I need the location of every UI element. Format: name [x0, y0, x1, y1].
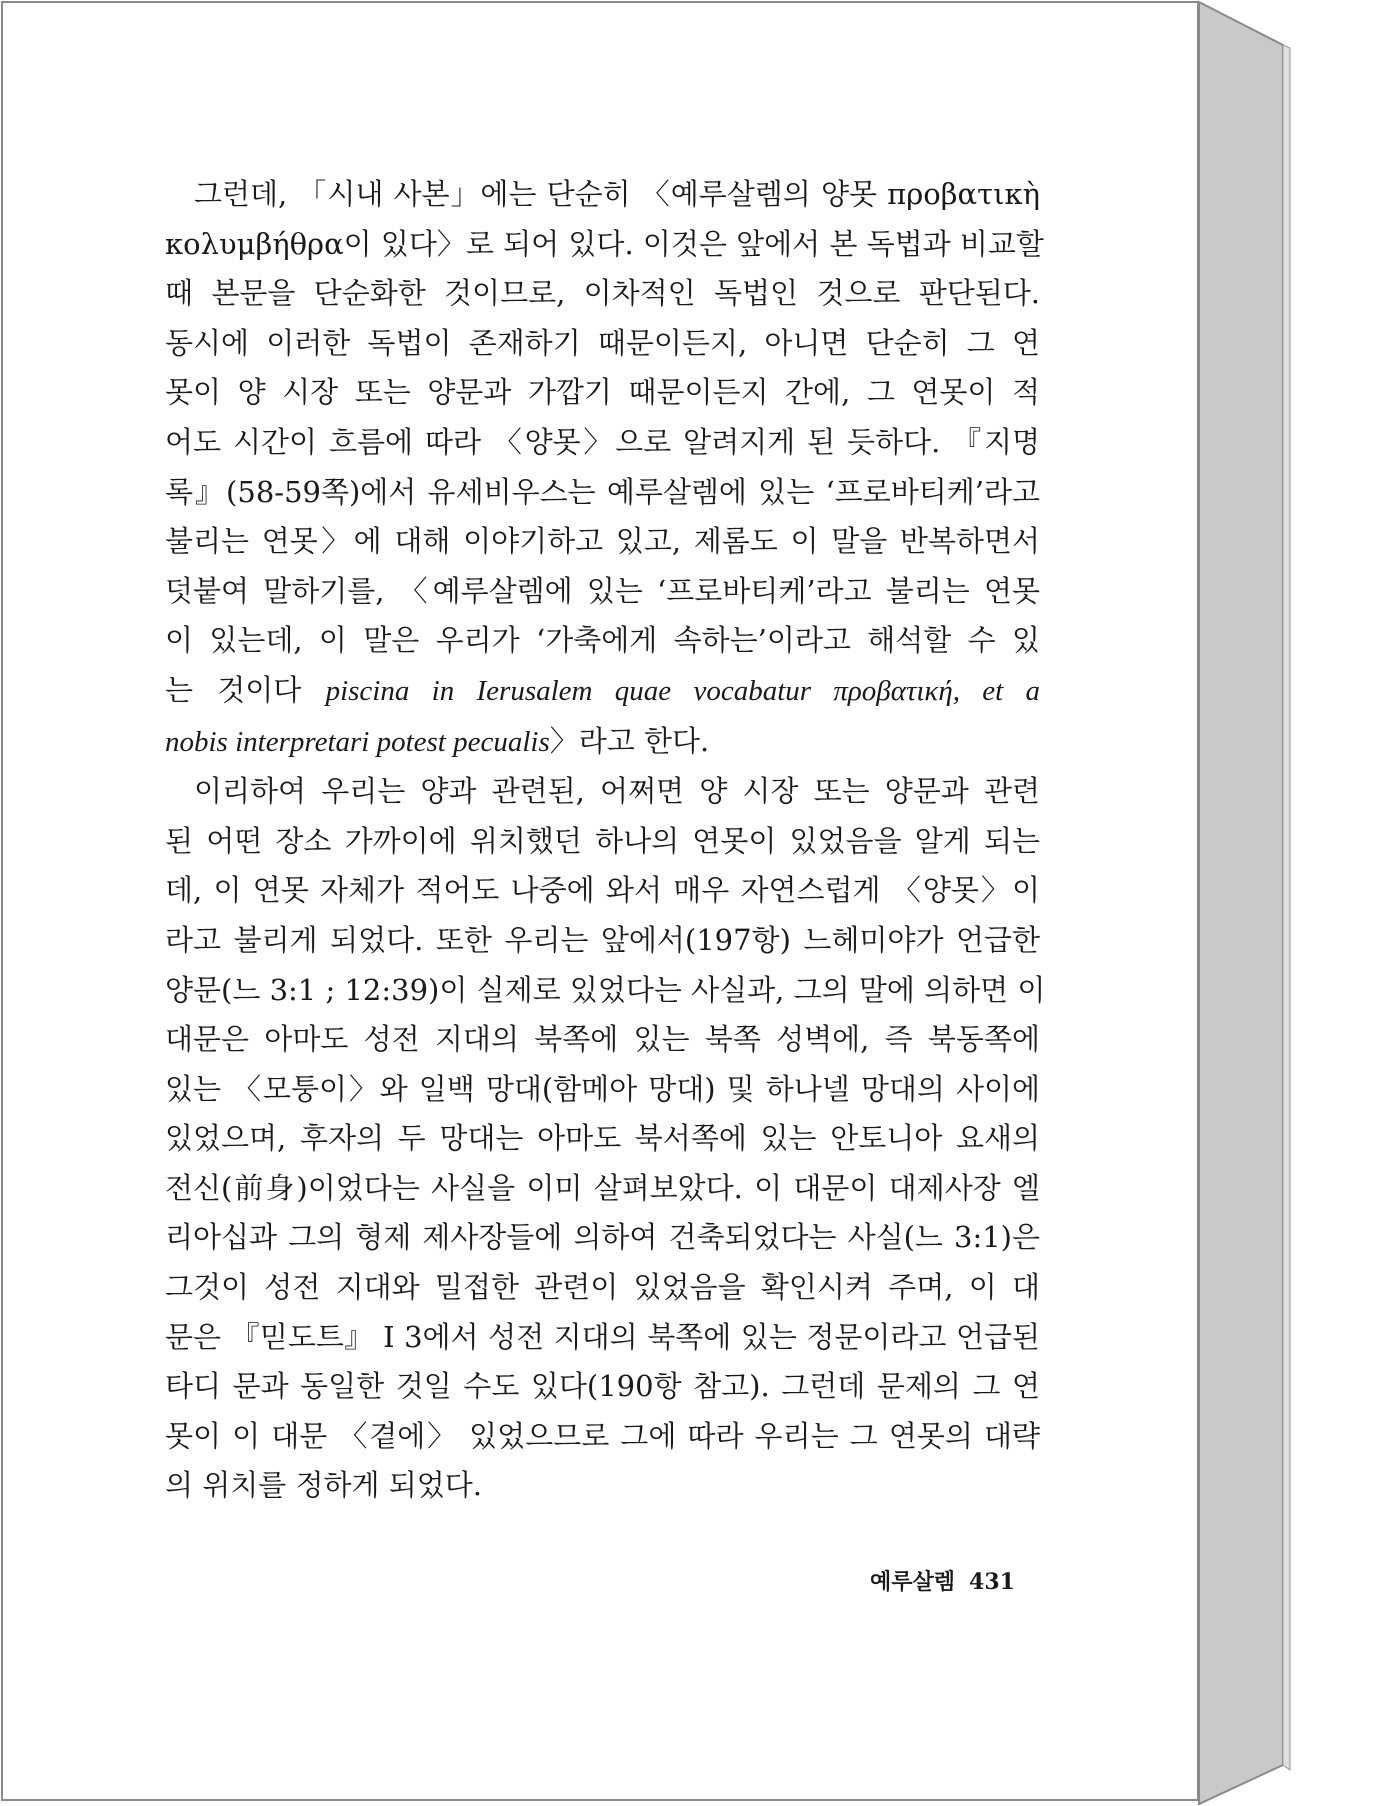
body-text — [165, 170, 1046, 1511]
text-line: 그것이 성전 지대와 밀접한 관련이 있었음을 확인시켜 주며, 이 대 — [165, 1270, 1040, 1305]
text-line: 리아십과 그의 형제 제사장들에 의하여 건축되었다는 사실(느 3:1)은 — [165, 1220, 1040, 1255]
running-head: 예루살렘 — [870, 1569, 956, 1595]
page-footer — [870, 1565, 1015, 1596]
text-line: 전신(前身)이었다는 사실을 이미 살펴보았다. 이 대문이 대제사장 엘 — [165, 1170, 1040, 1205]
text-line: 대문은 아마도 성전 지대의 북쪽에 있는 북쪽 성벽에, 즉 북동쪽에 — [165, 1022, 1040, 1057]
text-line: 어도 시간이 흐름에 따라 〈양못〉으로 알려지게 된 듯하다. 『지명 — [165, 424, 1040, 459]
paragraph-1 — [165, 170, 1044, 767]
text-line: 의 위치를 정하게 되었다. — [165, 1468, 483, 1503]
text-line: 있는 〈모퉁이〉와 일백 망대(함메아 망대) 및 하나넬 망대의 사이에 — [165, 1071, 1040, 1106]
text-line: 동시에 이러한 독법이 존재하기 때문이든지, 아니면 단순히 그 연 — [165, 325, 1040, 360]
text-line: nobis interpretari potest pecualis〉라고 한다. — [165, 723, 710, 758]
text-line: 록』(58-59쪽)에서 유세비우스는 예루살렘에 있는 ‘프로바티케’라고 — [165, 474, 1040, 509]
text-line: 타디 문과 동일한 것일 수도 있다(190항 참고). 그런데 문제의 그 연 — [165, 1369, 1040, 1404]
paragraph-2 — [165, 767, 1046, 1511]
text-line: 못이 양 시장 또는 양문과 가깝기 때문이든지 간에, 그 연못이 적 — [165, 375, 1040, 410]
page-number: 431 — [969, 1569, 1015, 1595]
text-line: 양문(느 3:1 ; 12:39)이 실제로 있었다는 사실과, 그의 말에 의하면 이 — [165, 972, 1046, 1007]
text-line: 는 것이다 piscina in Ierusalem quae vocabatur προβατική, et a — [165, 672, 1040, 707]
text-line: 된 어떤 장소 가까이에 위치했던 하나의 연못이 있었음을 알게 되는 — [165, 823, 1040, 858]
text-line: 이 있는데, 이 말은 우리가 ‘가축에게 속하는’이라고 해석할 수 있 — [165, 623, 1040, 658]
text-line: 이리하여 우리는 양과 관련된, 어쩌면 양 시장 또는 양문과 관련 — [194, 774, 1040, 809]
text-line: 라고 불리게 되었다. 또한 우리는 앞에서(197항) 느헤미야가 언급한 — [165, 922, 1040, 957]
text-line: 데, 이 연못 자체가 적어도 나중에 와서 매우 자연스럽게 〈양못〉이 — [165, 873, 1040, 908]
text-line: 문은 『믿도트』 I 3에서 성전 지대의 북쪽에 있는 정문이라고 언급된 — [165, 1319, 1040, 1354]
text-line: 있었으며, 후자의 두 망대는 아마도 북서쪽에 있는 안토니아 요새의 — [165, 1121, 1040, 1156]
text-line: 불리는 연못〉에 대해 이야기하고 있고, 제롬도 이 말을 반복하면서 — [165, 524, 1040, 559]
text-line: 그런데, 「시내 사본」에는 단순히 〈예루살렘의 양못 προβατικὴ — [194, 177, 1040, 211]
text-line: κολυμβήθρα이 있다〉로 되어 있다. 이것은 앞에서 본 독법과 비교할 — [165, 226, 1044, 261]
text-line: 때 본문을 단순화한 것이므로, 이차적인 독법인 것으로 판단된다. — [165, 276, 1040, 311]
text-line: 못이 이 대문 〈곁에〉 있었으므로 그에 따라 우리는 그 연못의 대략 — [165, 1418, 1040, 1453]
text-line: 덧붙여 말하기를, 〈예루살렘에 있는 ‘프로바티케’라고 불리는 연못 — [165, 573, 1040, 608]
